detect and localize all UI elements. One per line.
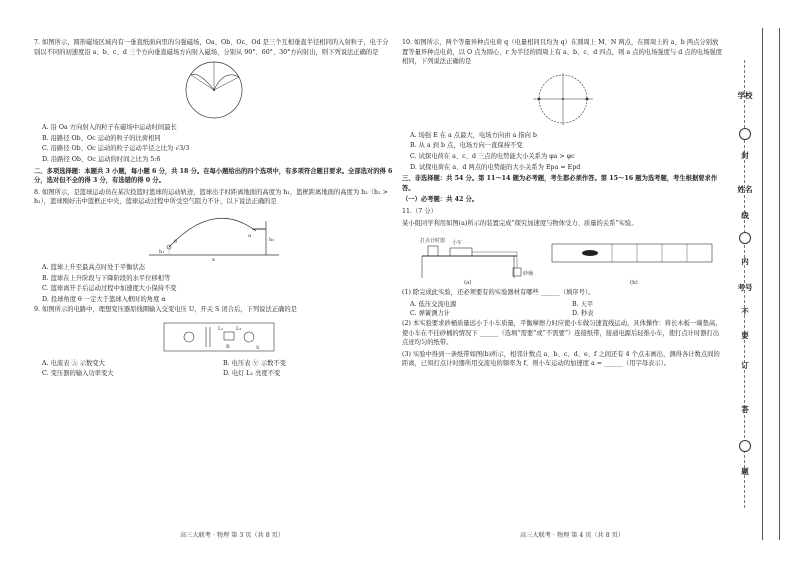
binding-label-line: 线	[741, 211, 749, 220]
binding-circle-1	[739, 128, 751, 140]
q11-bucket-label: 砂桶	[523, 271, 534, 278]
binding-label-no: 不	[741, 307, 749, 316]
q10-option-a: A. 场强 E 在 a 点最大，电场方向由 a 指向 b	[410, 131, 537, 139]
q8-basketball-figure	[144, 209, 284, 261]
binding-label-number: 考号	[737, 283, 753, 292]
q7-option-d: D. 沿路径 Ob、Oc 运动的时间之比为 5:6	[42, 155, 161, 163]
q8-x-label: x	[212, 256, 215, 261]
binding-circle-2	[739, 232, 751, 244]
footer-page-3: 高三大联考 · 物理 第 3 页（共 8 页）	[180, 532, 285, 539]
binding-label-question: 题	[741, 467, 749, 476]
q9-stem: 9. 如图所示的电路中，理想变压器原线圈输入交变电压 U，开关 S 闭合后，下列说法正确的是	[34, 306, 297, 314]
q9-circuit-figure	[144, 317, 284, 357]
q8-option-a: A. 篮球上升至最高点时处于平衡状态	[42, 263, 146, 271]
q10-option-d: D. 试探电荷在 a、d 两点的电势能的大小关系为 Epa = Epd	[410, 163, 581, 171]
q8-option-c: C. 篮球离开手后运动过程中加速度大小保持不变	[42, 285, 177, 293]
binding-label-school: 学校	[737, 91, 753, 100]
footer-page-4: 高三大联考 · 物理 第 4 页（共 8 页）	[520, 532, 625, 539]
q11-timer-label: 打点计时器	[420, 238, 446, 245]
q8-theta-label: θ	[174, 238, 178, 245]
q7-option-c: C. 沿路径 Ob、Oc 运动的粒子运动半径之比为 √3/3	[42, 145, 190, 153]
q11-apparatus-figure	[402, 230, 724, 286]
q8-option-b: B. 篮球在上升阶段与下降阶段的水平位移相等	[42, 274, 171, 282]
binding-label-bind: 订	[741, 361, 749, 370]
q8-alpha-label: α	[248, 232, 252, 239]
q11-option-a: A. 低压交流电源	[410, 300, 457, 308]
subsection-1-heading: （一）必考题：共 42 分。	[402, 196, 479, 204]
q9-s-label: S	[256, 344, 260, 351]
q11-fig-a-label: (a)	[464, 280, 472, 287]
q8-h1-label: h₁	[159, 248, 165, 255]
q9-l1-label: L₁	[218, 325, 224, 332]
q9-option-c: C. 变压器的输入功率变大	[42, 369, 114, 377]
binding-label-need: 要	[741, 331, 749, 340]
q9-option-a: A. 电流表 Ⓐ 示数变大	[42, 359, 105, 367]
q9-option-d: D. 电灯 L₁ 亮度不变	[223, 369, 281, 377]
q7-option-b: B. 沿路径 Ob、Oc 运动的粒子的比荷相同	[42, 134, 161, 142]
right-column	[402, 38, 724, 371]
q11-fig-b-label: (b)	[630, 280, 638, 287]
q9-option-b: B. 电压表 Ⓥ 示数不变	[223, 359, 287, 367]
q7-circle-figure	[179, 59, 249, 121]
q10-circle-figure	[523, 69, 603, 129]
binding-label-inside: 内	[741, 257, 749, 266]
q7-stem: 7. 如图所示，圆形磁场区域内有一垂直纸面向里的匀强磁场，Oa、Ob、Oc、Od 是三个互相垂直半径相同的入射粒子，电子分别以不同的初速度沿 a、b、c、d 三个方向垂直磁场方向射入磁场，分别从 90°、60°、30°方向射出，则下列说法正确的是	[34, 39, 389, 56]
q9-options-row-2	[42, 369, 394, 379]
q8-h2-label: h₂	[269, 236, 275, 243]
q9-r-label: R	[226, 343, 230, 350]
q11-option-b: B. 天平	[572, 300, 594, 308]
section-3-heading: 三、非选择题：共 54 分。第 11～14 题为必考题，考生都必须作答。第 15～16 题为选考题，考生根据要求作答。	[402, 175, 718, 192]
binding-label-answer: 答	[741, 405, 749, 414]
q11-option-d: D. 秒表	[572, 310, 594, 318]
binding-circle-3	[739, 440, 751, 452]
binding-strip-border	[762, 28, 780, 540]
q10-stem: 10. 如图所示，两个等量异种点电荷 q（电量相同且均为 q）在圆周上 M、N 两点，在圆周上的 a、b 两点分别放置等量异种点电荷，以 O 点为圆心、r 为半径的圆周上有 a、b、c、d 四点，则 a 点的电场强度与 d 点的电场强度相同，下列说法正确的是	[402, 39, 723, 66]
q8-stem: 8. 如图所示，是篮球运动员在某次投篮时篮球的运动轨迹，篮球出手时距离地面的高度为 h₁，篮框距离地面的高度为 h₂（h₂ > h₁），篮球刚好击中篮框正中央，篮球运动过程中所受空气阻力不计，以下说法正确的是	[34, 188, 388, 206]
q11-stem: 某小组同学利用如图(a)所示的装置完成“探究加速度与物体受力、质量的关系”实验。	[402, 219, 638, 227]
left-column	[34, 38, 394, 378]
q11-options-row-1	[410, 300, 724, 310]
q11-part2: (2) 本实验要求砂桶质量远小于小车质量，平衡摩擦力时应使小车做匀速直线运动，具体操作：将长木板一端垫高，使小车在不挂砂桶的情况下 ______（选填“需要”或“不需要”）连接纸带，接通电源后轻推小车，使打点计时器打出点迹均匀的纸带。	[402, 319, 722, 347]
binding-label-name: 姓名	[737, 185, 753, 194]
section-2-heading: 二、多项选择题：本题共 3 小题，每小题 6 分，共 18 分。在每小题给出的四个选项中，有多项符合题目要求。全部选对的得 6 分，选对但不全的得 3 分，有选错的得 0 分。	[34, 167, 393, 185]
q8-option-d: D. 投球角度 θ 一定大于篮球入框时的角度 α	[42, 295, 166, 303]
q10-option-c: C. 试探电荷在 a、c、d 三点的电势能大小关系为 φa > φc	[410, 152, 575, 160]
q11-options-row-2	[410, 309, 724, 319]
q11-option-c: C. 弹簧测力计	[410, 310, 451, 318]
q10-option-b: B. 从 a 到 b 点，电场方向一直保持不变	[410, 142, 523, 150]
q9-options-row-1	[42, 359, 394, 369]
q11-head: 11.（7 分）	[402, 207, 437, 215]
q11-cart-label: 小车	[452, 240, 463, 247]
q11-part3: (3) 实验中得到一条纸带如图(b)所示，相邻计数点 a、b、c、d、e、f 之间还有 4 个点未画出，测得各计数点间的距离，已知打点计时器所用交流电的频率为 f，则小车运动的加速度 a = ______（用字母表示）。	[402, 350, 720, 368]
q9-l2-label: L₂	[236, 325, 242, 332]
q7-option-a: A. 沿 Oa 方向射入的粒子在磁场中运动时间最长	[42, 124, 177, 132]
binding-label-seal: 封	[741, 151, 749, 160]
q11-part1: (1) 除完成此实验，还必须要有的实验器材有哪些 ______（填序号）。	[402, 289, 595, 297]
